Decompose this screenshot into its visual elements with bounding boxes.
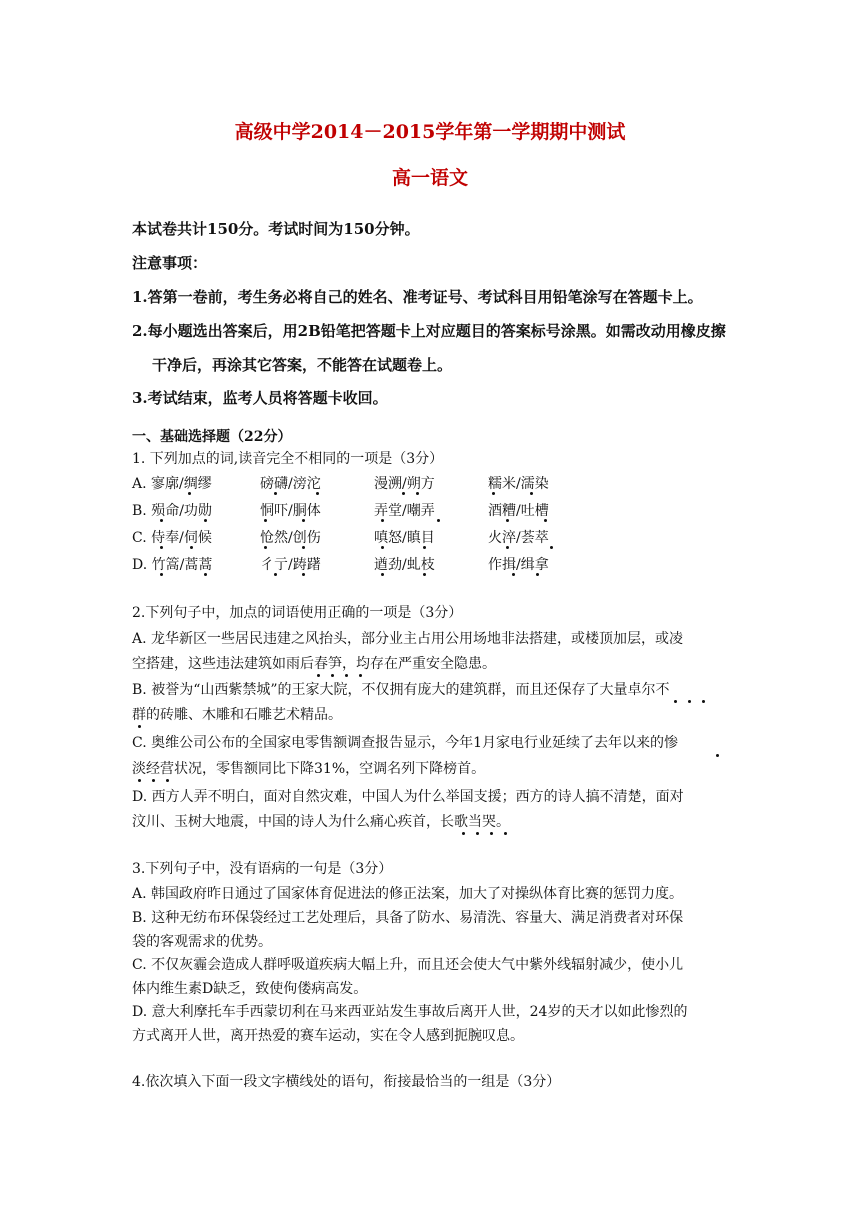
emphasis-dot — [423, 546, 426, 549]
emphasis-dot — [331, 674, 334, 677]
emphasis-dot — [302, 519, 305, 522]
emphasis-dot — [492, 492, 495, 495]
emphasis-dot — [506, 546, 509, 549]
emphasis-dot — [536, 573, 539, 576]
q2-line-2: 空搭建，这些违法建筑如雨后春笋，均存在严重安全隐患。 — [132, 656, 496, 672]
q1-option-d-col1: D. 竹篙/蒿蒿 — [132, 557, 213, 573]
q1-option-c-col2: 怆然/创伤 — [260, 530, 321, 546]
q1-option-c-col4: 火淬/荟萃 — [488, 530, 549, 546]
emphasis-dot — [317, 674, 320, 677]
emphasis-dot — [204, 573, 207, 576]
emphasis-dot — [416, 492, 419, 495]
q4-stem: 4.依次填入下面一段文字横线处的语句，衔接最恰当的一组是（3分） — [132, 1074, 561, 1090]
emphasis-dot — [274, 573, 277, 576]
emphasis-dot — [688, 700, 691, 703]
emphasis-dot — [504, 832, 507, 835]
q2-line-5: C. 奥维公司公布的全国家电零售额调查报告显示，今年1月家电行业延续了去年以来的惨 — [132, 735, 679, 751]
emphasis-dot — [490, 832, 493, 835]
emphasis-dot — [204, 519, 207, 522]
notice-item-2-cont: 干净后，再涂其它答案，不能答在试题卷上。 — [152, 356, 453, 374]
emphasis-dot — [402, 492, 405, 495]
emphasis-dot — [506, 519, 509, 522]
emphasis-dot — [462, 832, 465, 835]
q3-line-2: B. 这种无纺布环保袋经过工艺处理后，具备了防水、易清洗、容量大、满足消费者对环保 — [132, 910, 684, 926]
exam-subtitle: 高一语文 — [391, 167, 468, 189]
notice-item-2: 2.每小题选出答案后，用2B铅笔把答题卡上对应题目的答案标号涂黑。如需改动用橡皮擦 — [132, 322, 726, 340]
emphasis-dot — [702, 700, 705, 703]
emphasis-dot — [302, 573, 305, 576]
q3-line-5: 体内维生素D缺乏，致使佝偻病高发。 — [132, 981, 368, 997]
emphasis-dot — [544, 519, 547, 522]
emphasis-dot — [152, 779, 155, 782]
q3-stem: 3.下列句子中，没有语病的一句是（3分） — [132, 861, 393, 877]
emphasis-dot — [345, 674, 348, 677]
q1-option-d-col2: 彳亍/踌躇 — [260, 557, 321, 573]
notice-item-1: 1.答第一卷前，考生务必将自己的姓名、准考证号、考试科目用铅笔涂写在答题卡上。 — [132, 288, 703, 306]
notice-item-3: 3.考试结束，监考人员将答题卡收回。 — [132, 389, 388, 407]
emphasis-dot — [160, 519, 163, 522]
section-heading: 一、基础选择题（22分） — [132, 429, 292, 445]
q1-option-d-col3: 遒劲/虬枝 — [374, 557, 435, 573]
exam-title: 高级中学2014－2015学年第一学期期中测试 — [234, 121, 626, 143]
emphasis-dot — [160, 573, 163, 576]
emphasis-dot — [716, 754, 719, 757]
q1-option-c-col3: 嗔怒/瞋目 — [374, 530, 435, 546]
emphasis-dot — [264, 546, 267, 549]
q1-option-a-col2: 磅礴/滂沱 — [260, 476, 321, 492]
emphasis-dot — [674, 700, 677, 703]
q1-option-a-col3: 漫溯/朔方 — [374, 476, 435, 492]
q1-option-b-col1: B. 殒命/功勋 — [132, 503, 212, 519]
emphasis-dot — [190, 546, 193, 549]
q2-line-7: D. 西方人弄不明白，面对自然灾难，中国人为什么举国支援；西方的诗人搞不清楚，面对 — [132, 789, 684, 805]
emphasis-dot — [138, 779, 141, 782]
emphasis-dot — [274, 492, 277, 495]
q1-option-d-col4: 作揖/缉拿 — [488, 557, 549, 573]
q1-option-c-col1: C. 侍奉/伺候 — [132, 530, 212, 546]
q1-option-a-col1: A. 寥廓/绸缪 — [132, 476, 212, 492]
emphasis-dot — [423, 573, 426, 576]
emphasis-dot — [530, 492, 533, 495]
emphasis-dot — [512, 573, 515, 576]
q2-line-4: 群的砖雕、木雕和石雕艺术精品。 — [132, 707, 342, 723]
emphasis-dot — [437, 519, 440, 522]
emphasis-dot — [381, 573, 384, 576]
emphasis-dot — [188, 492, 191, 495]
emphasis-dot — [166, 779, 169, 782]
q1-option-a-col4: 糯米/濡染 — [488, 476, 549, 492]
emphasis-dot — [550, 546, 553, 549]
q3-line-6: D. 意大利摩托车手西蒙切利在马来西亚站发生事故后离开人世，24岁的天才以如此惨烈的 — [132, 1004, 688, 1020]
q2-line-3: B. 被誉为“山西紫禁城”的王家大院，不仅拥有庞大的建筑群，而且还保存了大量卓尔不 — [132, 682, 670, 698]
q1-option-b-col3: 弄堂/嘲弄 — [374, 503, 435, 519]
emphasis-dot — [381, 519, 384, 522]
exam-summary: 本试卷共计150分。考试时间为150分钟。 — [132, 220, 420, 238]
q3-line-4: C. 不仅灰霾会造成人群呼吸道疾病大幅上升，而且还会使大气中紫外线辐射减少，使小儿 — [132, 957, 684, 973]
q1-stem: 1. 下列加点的词,读音完全不相同的一项是（3分） — [132, 451, 444, 467]
emphasis-dot — [138, 725, 141, 728]
emphasis-dot — [264, 519, 267, 522]
q2-line-6: 淡经营状况，零售额同比下降31%，空调名列下降榜首。 — [132, 761, 486, 777]
q3-line-1: A. 韩国政府昨日通过了国家体育促进法的修正法案，加大了对操纵体育比赛的惩罚力度。 — [132, 886, 684, 902]
q3-line-7: 方式离开人世，离开热爱的赛车运动，实在令人感到扼腕叹息。 — [132, 1028, 524, 1044]
emphasis-dot — [160, 546, 163, 549]
q2-line-8: 汶川、玉树大地震，中国的诗人为什么痛心疾首，长歌当哭。 — [132, 814, 510, 830]
emphasis-dot — [476, 832, 479, 835]
emphasis-dot — [316, 492, 319, 495]
notice-heading: 注意事项： — [132, 254, 208, 272]
emphasis-dot — [302, 546, 305, 549]
q2-stem: 2.下列句子中，加点的词语使用正确的一项是（3分） — [132, 605, 463, 621]
q1-option-b-col4: 酒糟/吐槽 — [488, 503, 549, 519]
q1-option-b-col2: 恫吓/胴体 — [260, 503, 321, 519]
q3-line-3: 袋的客观需求的优势。 — [132, 934, 272, 950]
emphasis-dot — [359, 674, 362, 677]
q2-line-1: A. 龙华新区一些居民违建之风抬头，部分业主占用公用场地非法搭建，或楼顶加层，或凌 — [132, 631, 684, 647]
emphasis-dot — [381, 546, 384, 549]
